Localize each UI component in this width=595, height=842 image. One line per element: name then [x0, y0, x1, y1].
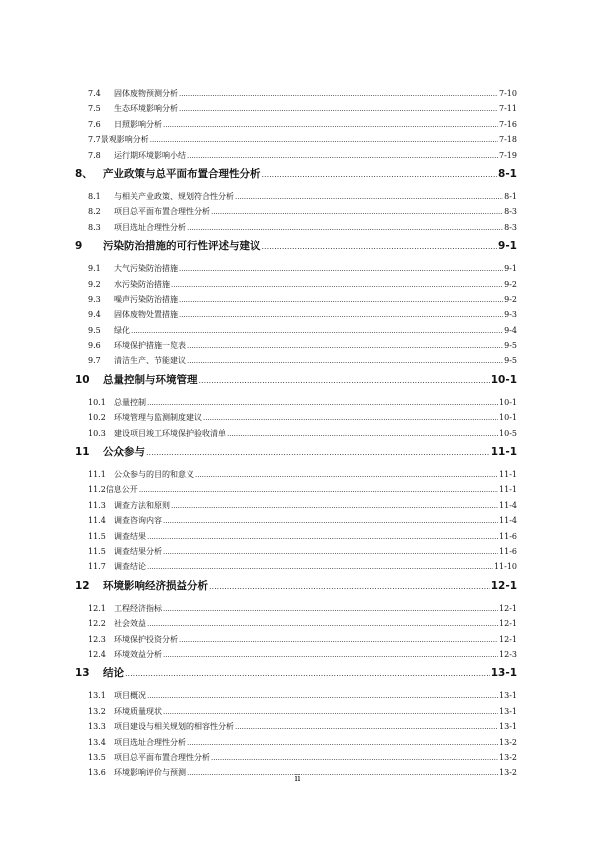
toc-leader-dots	[163, 648, 498, 662]
toc-leader-dots	[235, 190, 503, 204]
toc-entry-label	[75, 663, 124, 683]
toc-section-entry[interactable]	[75, 307, 517, 322]
toc-entry-page: 13-1	[490, 667, 517, 680]
toc-entry-page: 13-2	[499, 752, 517, 762]
toc-entry-page: 10-5	[499, 428, 517, 438]
toc-entry-page: 10-1	[490, 373, 517, 386]
toc-leader-dots	[179, 293, 503, 307]
toc-leader-dots	[262, 237, 498, 256]
toc-section-entry[interactable]	[75, 704, 517, 719]
toc-entry-page: 7-10	[499, 89, 517, 98]
toc-entry-number: 7.7	[88, 135, 101, 145]
toc-entry-title: 清洁生产、节能建议	[114, 356, 186, 366]
toc-entry-page: 7-18	[499, 135, 517, 145]
toc-leader-dots	[163, 602, 498, 616]
toc-leader-dots	[125, 664, 490, 683]
toc-section-entry[interactable]	[75, 647, 517, 662]
toc-leader-dots	[187, 736, 498, 750]
toc-leader-dots	[187, 149, 498, 163]
toc-section-entry[interactable]	[75, 148, 517, 163]
toc-entry-label	[88, 513, 162, 528]
toc-entry-label	[88, 395, 146, 410]
toc-entry-label	[88, 529, 146, 544]
toc-entry-page: 11-4	[499, 500, 517, 510]
toc-entry-title: 调查咨询内容	[114, 516, 162, 526]
toc-entry-page: 11-1	[499, 470, 517, 480]
toc-entry-label	[88, 148, 186, 163]
toc-entry-title: 信息公开	[105, 485, 138, 495]
toc-chapter-entry[interactable]	[75, 442, 517, 462]
toc-entry-label	[88, 292, 178, 307]
toc-entry-number: 7.6	[88, 119, 101, 129]
toc-leader-dots	[179, 102, 498, 116]
toc-chapter-entry[interactable]	[75, 370, 517, 390]
toc-entry-page: 13-1	[499, 691, 517, 701]
toc-leader-dots	[147, 396, 498, 410]
toc-chapter-entry[interactable]	[75, 236, 517, 256]
toc-entry-title: 项目总平面布置合理性分析	[114, 752, 210, 762]
toc-entry-page: 13-1	[499, 706, 517, 716]
toc-entry-title: 结论	[103, 667, 124, 680]
toc-entry-label	[88, 632, 178, 647]
toc-entry-label	[88, 482, 138, 497]
toc-entry-label	[88, 338, 186, 353]
toc-section-entry[interactable]	[75, 688, 517, 703]
toc-section-entry[interactable]	[75, 719, 517, 734]
toc-chapter-entry[interactable]	[75, 164, 517, 184]
toc-section-entry[interactable]	[75, 750, 517, 765]
toc-section-entry[interactable]	[75, 132, 517, 147]
toc-entry-label	[88, 101, 178, 116]
toc-entry-page: 11-6	[499, 546, 517, 556]
toc-leader-dots	[171, 499, 498, 513]
toc-leader-dots	[262, 165, 498, 184]
toc-entry-title: 产业政策与总平面布置合理性分析	[103, 167, 261, 180]
toc-entry-number: 12.1	[88, 603, 106, 613]
toc-leader-dots	[235, 720, 498, 734]
toc-leader-dots	[163, 705, 498, 719]
toc-entry-number: 8.2	[88, 207, 101, 217]
toc-entry-title: 运行期环境影响小结	[114, 150, 186, 160]
toc-leader-dots	[179, 262, 503, 276]
toc-entry-title: 总量控制	[114, 397, 146, 407]
toc-entry-label	[88, 277, 170, 292]
toc-entry-page: 11-6	[499, 531, 517, 541]
toc-entry-page: 13-1	[499, 722, 517, 732]
toc-entry-title: 日照影响分析	[114, 119, 162, 129]
toc-entry-number: 11	[75, 446, 90, 459]
toc-entry-page: 10-1	[499, 413, 517, 423]
toc-entry-page: 12-1	[490, 579, 517, 592]
toc-leader-dots	[187, 221, 503, 235]
toc-entry-title: 工程经济指标	[114, 603, 162, 613]
toc-entry-number: 11.3	[88, 500, 106, 510]
toc-entry-page: 11-1	[490, 446, 517, 459]
toc-entry-number: 9.5	[88, 325, 101, 335]
toc-leader-dots	[171, 278, 503, 292]
toc-entry-title: 项目选址合理性分析	[114, 222, 186, 232]
toc-entry-title: 调查结果	[114, 531, 146, 541]
toc-entry-page: 9-2	[504, 279, 517, 289]
toc-entry-number: 10.1	[88, 397, 106, 407]
toc-entry-title: 调查结果分析	[114, 546, 162, 556]
toc-leader-dots	[195, 468, 498, 482]
toc-section-entry[interactable]	[75, 395, 517, 410]
toc-entry-number: 9	[75, 240, 83, 253]
toc-entry-label	[88, 601, 162, 616]
toc-entry-number: 9.7	[88, 356, 101, 366]
toc-entry-title: 总量控制与环境管理	[103, 373, 198, 386]
toc-entry-label	[88, 323, 130, 338]
toc-entry-label	[88, 307, 178, 322]
toc-entry-label	[88, 750, 210, 765]
toc-entry-number: 7.5	[88, 104, 101, 114]
toc-entry-title: 环境质量现状	[114, 706, 162, 716]
toc-entry-title: 项目概况	[114, 691, 146, 701]
toc-section-entry[interactable]	[75, 261, 517, 276]
toc-entry-label	[88, 559, 146, 574]
toc-entry-title: 水污染防治措施	[114, 279, 170, 289]
toc-entry-title: 项目选址合理性分析	[114, 737, 186, 747]
toc-section-entry[interactable]	[75, 220, 517, 235]
toc-entry-number: 10.2	[88, 413, 106, 423]
toc-entry-number: 11.7	[88, 562, 106, 572]
toc-entry-title: 与相关产业政策、规划符合性分析	[114, 191, 234, 201]
toc-entry-label	[88, 261, 178, 276]
toc-section-entry[interactable]	[75, 353, 517, 368]
toc-entry-title: 生态环境影响分析	[114, 104, 178, 114]
toc-entry-title: 公众参与	[103, 446, 145, 459]
toc-leader-dots	[150, 133, 498, 147]
toc-section-entry[interactable]	[75, 86, 517, 101]
toc-entry-label	[88, 544, 162, 559]
toc-section-entry[interactable]	[75, 632, 517, 647]
toc-leader-dots	[147, 689, 498, 703]
toc-leader-dots	[163, 545, 498, 559]
toc-entry-title: 调查结论	[114, 562, 146, 572]
toc-entry-title: 环境效益分析	[114, 649, 162, 659]
toc-entry-title: 建设项目竣工环境保护验收清单	[114, 428, 226, 438]
toc-entry-page: 11-1	[499, 485, 517, 495]
toc-leader-dots	[187, 354, 503, 368]
toc-entry-number: 11.5	[88, 546, 106, 556]
toc-entry-label	[88, 735, 186, 750]
toc-entry-title: 绿化	[114, 325, 130, 335]
toc-leader-dots	[179, 308, 503, 322]
toc-leader-dots	[199, 371, 490, 390]
toc-entry-title: 环境影响评价与预测	[114, 768, 186, 778]
toc-entry-number: 13.3	[88, 722, 106, 732]
table-of-contents	[75, 86, 517, 781]
toc-entry-number: 13.4	[88, 737, 106, 747]
toc-entry-page: 8-1	[498, 167, 517, 180]
toc-entry-title: 噪声污染防治措施	[114, 294, 178, 304]
toc-entry-number: 10.3	[88, 428, 106, 438]
toc-entry-number: 10	[75, 373, 90, 386]
toc-entry-title: 污染防治措施的可行性评述与建议	[103, 240, 261, 253]
toc-leader-dots	[211, 751, 498, 765]
toc-entry-number: 12.2	[88, 619, 106, 629]
toc-section-entry[interactable]	[75, 544, 517, 559]
toc-chapter-entry[interactable]	[75, 663, 517, 683]
toc-entry-number: 9.3	[88, 294, 101, 304]
toc-entry-label	[88, 467, 194, 482]
toc-entry-number: 11.1	[88, 470, 106, 480]
page-number: ii	[294, 774, 301, 784]
toc-leader-dots	[139, 483, 498, 497]
toc-entry-label	[75, 164, 261, 184]
toc-leader-dots	[163, 514, 498, 528]
toc-section-entry[interactable]	[75, 513, 517, 528]
toc-entry-label	[75, 576, 208, 596]
toc-leader-dots	[179, 87, 498, 101]
toc-entry-title: 项目总平面布置合理性分析	[114, 207, 210, 217]
toc-entry-title: 景观影响分析	[100, 135, 149, 145]
toc-entry-number: 9.2	[88, 279, 101, 289]
toc-entry-page: 9-5	[504, 341, 517, 351]
toc-leader-dots	[147, 617, 498, 631]
toc-entry-number: 8.1	[88, 191, 101, 201]
toc-section-entry[interactable]	[75, 735, 517, 750]
toc-leader-dots	[209, 577, 490, 596]
toc-entry-page: 10-1	[499, 397, 517, 407]
toc-leader-dots	[163, 118, 498, 132]
toc-section-entry[interactable]	[75, 117, 517, 132]
toc-leader-dots	[146, 443, 490, 462]
toc-section-entry[interactable]	[75, 426, 517, 441]
toc-entry-number: 7.8	[88, 150, 101, 160]
toc-leader-dots	[131, 324, 503, 338]
toc-entry-page: 9-5	[504, 356, 517, 366]
toc-chapter-entry[interactable]	[75, 576, 517, 596]
toc-leader-dots	[179, 633, 498, 647]
toc-leader-dots	[147, 530, 498, 544]
toc-entry-title: 环境保护措施一览表	[114, 341, 186, 351]
toc-entry-label	[88, 353, 186, 368]
toc-section-entry[interactable]	[75, 323, 517, 338]
toc-entry-label	[88, 704, 162, 719]
toc-entry-label	[75, 236, 261, 256]
toc-entry-page: 12-3	[499, 649, 517, 659]
toc-entry-title: 调查方法和原则	[114, 500, 170, 510]
toc-entry-number: 9.6	[88, 341, 101, 351]
toc-entry-label	[88, 132, 149, 147]
toc-entry-page: 12-1	[499, 603, 517, 613]
toc-entry-page: 9-1	[498, 240, 517, 253]
toc-leader-dots	[203, 411, 498, 425]
toc-entry-number: 8、	[75, 167, 93, 180]
toc-entry-page: 8-1	[504, 191, 517, 201]
toc-section-entry[interactable]	[75, 277, 517, 292]
toc-entry-page: 13-2	[499, 768, 517, 778]
toc-entry-label	[88, 410, 202, 425]
toc-entry-label	[88, 117, 162, 132]
toc-leader-dots	[211, 205, 503, 219]
toc-entry-page: 9-1	[504, 264, 517, 274]
toc-entry-page: 11-4	[499, 516, 517, 526]
toc-entry-number: 13.2	[88, 706, 106, 716]
toc-entry-page: 7-16	[499, 119, 517, 129]
toc-section-entry[interactable]	[75, 292, 517, 307]
toc-section-entry[interactable]	[75, 189, 517, 204]
toc-entry-number: 9.4	[88, 310, 101, 320]
toc-entry-number: 13.6	[88, 768, 106, 778]
toc-entry-page: 12-1	[499, 619, 517, 629]
toc-entry-page: 7-11	[499, 104, 517, 114]
toc-entry-label	[88, 498, 170, 513]
toc-entry-page: 8-3	[504, 207, 517, 217]
toc-entry-title: 公众参与的目的和意义	[114, 470, 194, 480]
toc-entry-label	[88, 189, 234, 204]
toc-entry-number: 7.4	[88, 89, 101, 98]
toc-entry-label	[88, 86, 178, 101]
toc-entry-page: 7-19	[499, 150, 517, 160]
toc-section-entry[interactable]	[75, 101, 517, 116]
toc-entry-page: 9-4	[504, 325, 517, 335]
toc-entry-label	[88, 647, 162, 662]
toc-section-entry[interactable]	[75, 204, 517, 219]
toc-entry-label	[88, 220, 186, 235]
toc-entry-number: 12.3	[88, 634, 106, 644]
toc-section-entry[interactable]	[75, 616, 517, 631]
toc-entry-title: 大气污染防治措施	[114, 264, 178, 274]
toc-entry-number: 13.5	[88, 752, 106, 762]
toc-section-entry[interactable]	[75, 559, 517, 574]
toc-section-entry[interactable]	[75, 529, 517, 544]
toc-entry-number: 11.2	[88, 485, 106, 495]
toc-entry-label	[75, 442, 145, 462]
toc-section-entry[interactable]	[75, 410, 517, 425]
toc-section-entry[interactable]	[75, 601, 517, 616]
toc-entry-title: 社会效益	[114, 619, 146, 629]
toc-entry-title: 环境影响经济损益分析	[103, 579, 208, 592]
toc-entry-label	[88, 616, 146, 631]
toc-entry-label	[88, 426, 226, 441]
toc-section-entry[interactable]	[75, 338, 517, 353]
toc-entry-number: 11.5	[88, 531, 106, 541]
toc-section-entry[interactable]	[75, 498, 517, 513]
toc-entry-title: 固体废物预测分析	[114, 89, 178, 98]
toc-section-entry[interactable]	[75, 467, 517, 482]
toc-entry-title: 项目建设与相关规划的相容性分析	[114, 722, 234, 732]
toc-entry-number: 11.4	[88, 516, 106, 526]
toc-entry-label	[75, 370, 198, 390]
toc-entry-number: 9.1	[88, 264, 101, 274]
toc-leader-dots	[187, 339, 503, 353]
toc-entry-number: 8.3	[88, 222, 101, 232]
toc-entry-page: 9-3	[504, 310, 517, 320]
toc-entry-page: 11-10	[493, 562, 517, 572]
toc-entry-page: 8-3	[504, 222, 517, 232]
toc-entry-number: 13	[75, 667, 90, 680]
toc-entry-label	[88, 688, 146, 703]
toc-entry-page: 13-2	[499, 737, 517, 747]
toc-entry-label	[88, 204, 210, 219]
toc-entry-title: 环境保护投资分析	[114, 634, 178, 644]
toc-entry-number: 12	[75, 579, 90, 592]
toc-entry-title: 固体废物处置措施	[114, 310, 178, 320]
toc-entry-label	[88, 719, 234, 734]
toc-entry-page: 12-1	[499, 634, 517, 644]
toc-leader-dots	[227, 427, 498, 441]
toc-leader-dots	[147, 560, 493, 574]
toc-entry-number: 12.4	[88, 649, 106, 659]
toc-entry-title: 环境管理与监测制度建议	[114, 413, 202, 423]
toc-entry-page: 9-2	[504, 294, 517, 304]
toc-section-entry[interactable]	[75, 482, 517, 497]
toc-entry-number: 13.1	[88, 691, 106, 701]
